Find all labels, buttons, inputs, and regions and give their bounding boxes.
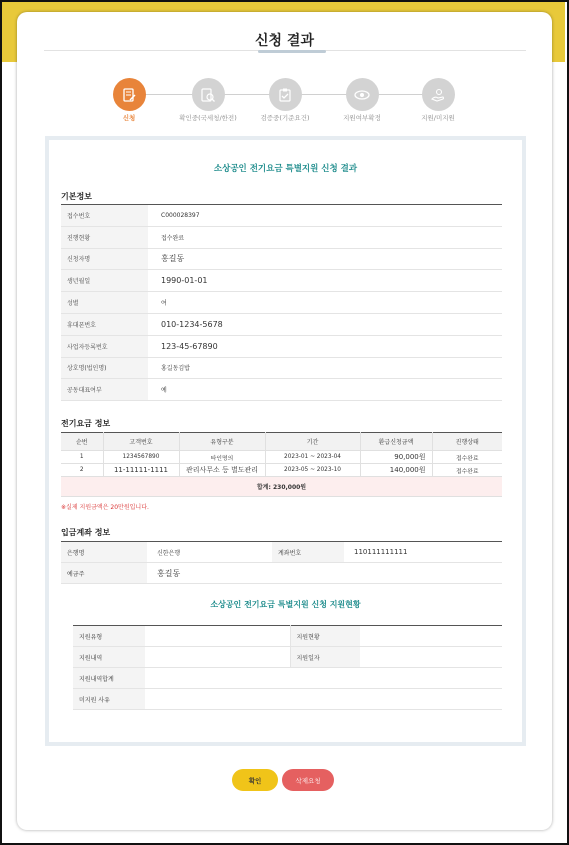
support-reason-value bbox=[145, 689, 502, 710]
row-label: 사업자등록번호 bbox=[61, 335, 148, 357]
bank-value: 신한은행 bbox=[147, 542, 272, 563]
row-value: 1990-01-01 bbox=[148, 270, 502, 292]
row-label: 상호명(법인명) bbox=[61, 357, 148, 379]
support-date-label: 지원일자 bbox=[290, 647, 360, 668]
step-label: 검증중(기준요건) bbox=[260, 114, 310, 122]
cell-no: 1 bbox=[61, 451, 103, 464]
table-row bbox=[73, 647, 502, 668]
row-label: 휴대폰번호 bbox=[61, 313, 148, 335]
table-row bbox=[61, 292, 502, 314]
account-table bbox=[61, 541, 502, 584]
account-info-heading: 입금계좌 정보 bbox=[61, 528, 111, 537]
cell-period: 2023-05 ~ 2023-10 bbox=[265, 464, 360, 477]
account-number-value: 110111111111 bbox=[344, 542, 502, 563]
table-row bbox=[61, 379, 502, 401]
cell-amount: 90,000원 bbox=[360, 451, 432, 464]
step-checking bbox=[168, 78, 248, 122]
total-row bbox=[61, 477, 502, 497]
table-row bbox=[61, 313, 502, 335]
table-row bbox=[61, 357, 502, 379]
support-total-value bbox=[145, 668, 502, 689]
cell-status: 접수완료 bbox=[432, 464, 502, 477]
table-row bbox=[61, 335, 502, 357]
table-row bbox=[61, 226, 502, 248]
bill-table bbox=[61, 432, 502, 497]
row-value: 접수완료 bbox=[148, 226, 502, 248]
notice-text: ※실제 지원금액은 20만원입니다. bbox=[61, 504, 149, 511]
col-header: 유형구분 bbox=[179, 433, 265, 451]
bill-total: 합계: 230,000원 bbox=[61, 477, 502, 497]
table-row bbox=[73, 626, 502, 647]
document-pen-icon bbox=[113, 78, 146, 111]
row-label: 진행현황 bbox=[61, 226, 148, 248]
table-row bbox=[73, 689, 502, 710]
holder-value: 홍길동 bbox=[147, 563, 502, 584]
progress-stepper bbox=[0, 78, 569, 122]
support-date-value bbox=[360, 647, 502, 668]
col-header: 진행상태 bbox=[432, 433, 502, 451]
step-support bbox=[398, 78, 478, 122]
col-header: 기간 bbox=[265, 433, 360, 451]
cell-type: 관리사무소 등 별도관리 bbox=[179, 464, 265, 477]
account-number-label: 계좌번호 bbox=[272, 542, 344, 563]
support-table bbox=[73, 625, 502, 710]
title-accent-bar bbox=[258, 50, 326, 53]
row-value: 홍길동김밥 bbox=[148, 357, 502, 379]
support-detail-label: 지원내역 bbox=[73, 647, 145, 668]
row-value: 예 bbox=[148, 379, 502, 401]
clipboard-check-icon bbox=[269, 78, 302, 111]
cell-period: 2023-01 ~ 2023-04 bbox=[265, 451, 360, 464]
row-label: 생년월일 bbox=[61, 270, 148, 292]
step-verifying bbox=[245, 78, 325, 122]
support-type-value bbox=[145, 626, 290, 647]
table-row bbox=[61, 464, 502, 477]
basic-info-heading: 기본정보 bbox=[61, 192, 92, 201]
cell-no: 2 bbox=[61, 464, 103, 477]
cell-customer: 11-11111-1111 bbox=[103, 464, 179, 477]
delete-request-button[interactable]: 삭제요청 bbox=[282, 769, 334, 791]
table-row bbox=[61, 451, 502, 464]
bill-info-heading: 전기요금 정보 bbox=[61, 419, 111, 428]
row-value: 010-1234-5678 bbox=[148, 313, 502, 335]
cell-amount: 140,000원 bbox=[360, 464, 432, 477]
support-status-value bbox=[360, 626, 502, 647]
row-label: 성별 bbox=[61, 292, 148, 314]
basic-info-table bbox=[61, 204, 502, 401]
row-label: 접수번호 bbox=[61, 205, 148, 227]
table-row bbox=[61, 563, 502, 584]
col-header: 순번 bbox=[61, 433, 103, 451]
row-value: 123-45-67890 bbox=[148, 335, 502, 357]
step-label: 확인중(국세청/한전) bbox=[179, 114, 237, 122]
step-label: 지원여부확정 bbox=[343, 114, 381, 122]
support-status-label: 지원현황 bbox=[290, 626, 360, 647]
cell-type: 타인명의 bbox=[179, 451, 265, 464]
support-detail-value bbox=[145, 647, 290, 668]
bank-label: 은행명 bbox=[61, 542, 147, 563]
row-value: 여 bbox=[148, 292, 502, 314]
support-type-label: 지원유형 bbox=[73, 626, 145, 647]
hand-coin-icon bbox=[422, 78, 455, 111]
support-status-title: 소상공인 전기요금 특별지원 신청 지원현황 bbox=[210, 600, 361, 609]
row-value: C000028397 bbox=[148, 205, 502, 227]
step-label: 지원/미지원 bbox=[421, 114, 455, 122]
col-header: 환급신청금액 bbox=[360, 433, 432, 451]
cell-customer: 1234567890 bbox=[103, 451, 179, 464]
table-row bbox=[61, 542, 502, 563]
action-buttons bbox=[0, 769, 569, 791]
row-label: 공동대표여부 bbox=[61, 379, 148, 401]
row-value: 홍길동 bbox=[148, 248, 502, 270]
table-header-row bbox=[61, 433, 502, 451]
table-row bbox=[61, 270, 502, 292]
cell-status: 접수완료 bbox=[432, 451, 502, 464]
col-header: 고객번호 bbox=[103, 433, 179, 451]
holder-label: 예금주 bbox=[61, 563, 147, 584]
magnifier-doc-icon bbox=[192, 78, 225, 111]
step-label: 신청 bbox=[122, 114, 136, 122]
result-title: 소상공인 전기요금 특별지원 신청 결과 bbox=[213, 164, 358, 174]
table-row bbox=[61, 205, 502, 227]
result-box bbox=[45, 136, 526, 746]
table-row bbox=[61, 248, 502, 270]
support-reason-label: 미지원 사유 bbox=[73, 689, 145, 710]
eye-icon bbox=[346, 78, 379, 111]
page-title: 신청 결과 bbox=[255, 33, 314, 49]
table-row bbox=[73, 668, 502, 689]
step-confirm bbox=[322, 78, 402, 122]
row-label: 신청자명 bbox=[61, 248, 148, 270]
confirm-button[interactable]: 확인 bbox=[232, 769, 278, 791]
support-total-label: 지원내역합계 bbox=[73, 668, 145, 689]
step-apply bbox=[89, 78, 169, 122]
